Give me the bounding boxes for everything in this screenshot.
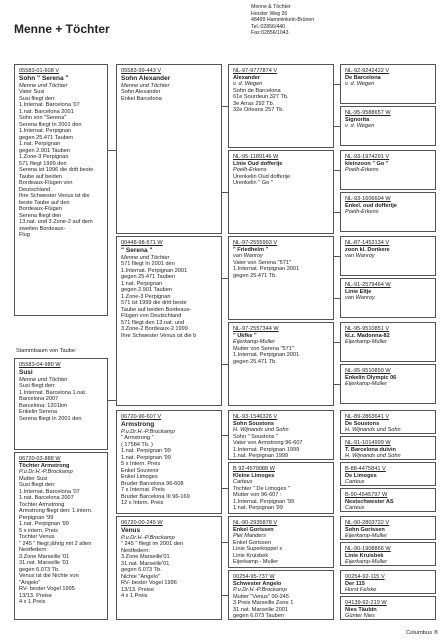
address-line: Horster Weg 26 [251,10,288,17]
pigeon-line: " 245 " fliegt jährig mit 2 alten [19,540,92,547]
pigeon-line: Venus ist die Nichte von [19,573,79,579]
pigeon-line: 7 x Internat. Preis [121,487,165,493]
pigeon-line: 1.Internat. Perpignan 2001 [233,266,300,272]
pigeon-line: Bruder Barcelona III 96-169 [121,493,190,500]
pigeon-line: Carteus [345,505,365,511]
ancestor-box [340,570,436,594]
pigeon-line: " 245 " fliegt im 2001 den [121,541,184,547]
ancestor-box [340,596,436,620]
pigeon-line: 571 fliegt 1999 den [19,160,67,167]
connector-line [334,126,340,127]
pigeon-line: Taube auf beiden [19,173,62,180]
pigeon-line: 1.Internat. Perpignan 1999 [233,446,300,453]
pigeon-line: 00448-98-571 W [121,240,163,246]
connector-line [108,400,116,401]
address-line: Menne & Töchter [251,4,291,10]
pigeon-line: van Wanroy [345,295,375,301]
pigeon-line: gegen 25.471 Tauben [121,274,176,280]
pigeon-line: zoon kl. Donkere [345,246,390,253]
connector-line [334,84,340,85]
pigeon-line: Tochter Armstrong [19,501,65,508]
stammbaum-label: Stammbaum von Taube: [16,348,77,354]
pigeon-line: NL-93-1606694 W [345,196,391,202]
pigeon-line: 04139-92-219 W [345,600,387,606]
great-grandparent-box [228,322,334,406]
pigeon-line: Barcelona 2007 [19,396,59,402]
pigeon-line: 1.Zone-3 Perpignan [19,154,69,160]
pigeon-line: 1.Internat. Barcelona '07 [19,488,80,495]
ancestor-box [340,322,436,362]
pigeon-line: Sohn Alexander [121,89,161,95]
pigeon-line: Menne und Töchter [19,82,68,89]
pigeon-line: T. Barcelona duivin [345,446,396,453]
pigeon-line: 571 fliegt den 13.nat. und [121,319,185,326]
connector-line [334,212,340,213]
pigeon-line: 1.Internat. Perpignan '99 [233,498,295,505]
pigeon-line: Sohn de Barcelona [233,87,281,94]
pigeon-line: 1.Zone-3 Perpignan [121,293,171,300]
pigeon-line: 05583-04-980 W [19,362,61,368]
pigeon-line: Signorita [345,116,370,123]
pigeon-line: Piet Manders [233,533,266,539]
pigeon-line: 1.Internat. Perpignan 2001 [121,267,188,274]
pigeon-line: 1.nat. Perpignan [121,280,163,287]
pigeon-line: 1.nat. Perpignan '99 [121,454,171,461]
pigeon-line: NL-95-9588657 W [345,110,391,116]
pigeon-line: NL-95-9510850 W [345,368,391,374]
pigeon-line: 3.Preis Marseille Zone 1 [233,600,294,606]
pigeon-line: H. Wijnands und Sohn [345,427,401,433]
pigeon-line: Susi fliegt den: [19,95,56,102]
grandparent-box [116,236,222,406]
pigeon-line: Vater von Serena "571" [233,259,291,266]
pigeon-line: Eijerkamp - Muller [233,559,279,565]
pigeon-line: 5 x Intern. Preis [121,461,161,467]
ancestor-box [340,542,436,566]
pigeon-line: 1.nat. Perpignan '99 [121,448,171,454]
grandparent-box [116,64,222,234]
pigeon-line: 05583-01-608 V [19,68,60,74]
pigeon-line: 05583-99-443 V [121,68,162,74]
pigeon-line: Poelh-Erkens [345,209,379,215]
pigeon-line: Serena fliegt In 2001 den [19,121,82,128]
pigeon-line: Mutter von 96-607 : [233,492,282,498]
pigeon-line: Enkel. oud dofferije [345,202,397,209]
pigeon-line: P.u.Dr.H.-P.Brockamp [121,428,175,435]
ancestor-box [340,106,436,146]
pigeon-line: NL-97-2555993 V [233,240,278,246]
address-line: Fax:02856/1043 [251,30,289,37]
pigeon-line: Taube auf beiden Bordeaux- [121,306,192,313]
connector-line [222,542,228,543]
pigeon-line: gegen 6.073 Tb. [19,566,60,573]
pigeon-line: zweiten Bordeaux- [19,225,66,232]
pigeon-line: kl.z. Madonna-82 [345,332,390,339]
pigeon-line: Armstrong [121,420,155,428]
pigeon-line: Ihre Schwester Venus ist die [19,193,90,199]
pigeon-line: B-88-4475841 V [345,466,386,472]
pigeon-line: RV- bester Vogel 1995 [19,586,75,592]
pigeon-line: NL-91-1014999 W [345,440,391,446]
connector-line [334,170,340,171]
pigeon-line: 31.nat. Marseille 2001 [233,606,289,613]
grandparent-box [116,410,222,514]
dam-box [14,358,108,450]
great-grandparent-box [228,570,334,620]
connector-line [222,192,228,193]
pigeon-line: "Angelo" [19,579,41,586]
pigeon-line: Enkel Souvenir [121,467,159,474]
pigeon-line: RV- bester Vogel 1996 [121,580,177,586]
pigeon-line: 06720-03-888 W [19,456,61,462]
pigeon-line: Der 115 [345,580,365,587]
pigeon-line: 1.nat. Barcelona 2001 [19,108,74,115]
pigeon-line: 31.nat. Marseille '01 [19,560,69,566]
pigeon-line: v. d. Wegen [345,81,375,87]
pigeon-line: NL-91-2579464 W [345,282,391,288]
pigeon-line: NL-97-9777874 V [233,68,278,74]
pigeon-line: Enkel Barcelona [121,95,162,102]
great-grandparent-box [228,236,334,320]
pigeon-line: B 92-4579088 W [233,466,275,472]
pigeon-line: 1.nat. Perpignan '99 [19,521,69,527]
pigeon-line: v. d. Wegen [345,123,375,129]
connector-line [334,298,340,299]
pigeon-line: 1.nat. Barcelona 2007 [19,495,74,501]
ancestor-box [340,192,436,232]
pigeon-line: NL-93-1546326 V [233,414,278,420]
ancestor-box [340,64,436,104]
pigeon-line: Enkel Gorissen [233,539,271,546]
great-grandparent-box [228,462,334,514]
pigeon-line: Kleine Limoges [233,472,275,479]
pigeon-line: 06720-96-607 V [121,414,162,420]
connector-line [222,595,228,596]
pigeon-line: v. d. Wegen [233,81,263,87]
subject-box [14,452,108,620]
pigeon-line: Bordeaux-Flügen [19,206,62,212]
pigeon-line: Perpignan '99 [19,514,54,521]
pigeon-line: Vater Susi [19,89,45,95]
ancestor-box [340,278,436,318]
pigeon-line: Venus [121,526,141,534]
ancestor-box [340,150,436,190]
pigeon-line: 1.Internat. Barcelona '07 [19,102,80,108]
pigeon-line: Schwester Angelo [233,580,282,587]
pigeon-line: Enkelin Olympic 06 [345,374,397,381]
columbus-logo: Columbus ® [406,630,438,636]
pigeon-line: gegen 25.471 Tauben [19,134,74,141]
pigeon-line: beste Taube auf den [19,199,70,206]
ancestor-box [340,462,436,486]
pigeon-line: B-90-4545797 W [345,492,388,498]
pigeon-line: van Wanroy [233,253,263,259]
pigeon-line: 4 x 1.Preis [121,593,148,599]
address-line: Tel.:02856/440 [251,23,286,30]
pigeon-line: NL-95-9510851 V [345,326,390,332]
pigeon-line: Serena ist 1996 die dritt beste [19,167,94,173]
pigeon-line: 5 x intern. Preis [19,527,58,534]
connector-line [222,488,228,489]
pigeon-line: Susi fliegt den: [19,482,56,488]
pigeon-line: Menne und Töchter [121,254,170,261]
pigeon-line: Carteus [233,479,253,485]
pigeon-line: Sohn Alexander [121,74,171,82]
pigeon-line: De Limoges [345,472,377,479]
pigeon-line: Vater von Armstrong 96-607 [233,440,303,446]
pigeon-line: Töchter Armstrong [19,462,70,469]
pigeon-line: NL-90-1908866 W [345,546,391,552]
pigeon-line: 13.nat. und 3.Zone-2 auf dem [19,219,93,225]
pigeon-line: Eijerkamp-Muller [345,533,387,539]
pigeon-line: 3.Zone Marseille '01 [19,553,70,560]
pigeon-line: Eijerkamp-Muller [345,559,387,565]
connector-line [108,150,116,151]
pigeon-line: gegen 6.073 Tb. [121,567,162,573]
ancestor-box [340,516,436,540]
great-grandparent-box [228,410,334,460]
pigeon-line: De Soustons [345,420,380,427]
pigeon-line: 31.nat. Marseille'01 [121,560,170,567]
pigeon-line: Sohn Soustons [233,420,275,427]
pigeon-line: Nestfedern: [121,547,150,554]
pigeon-line: Poelh-Erkens [233,167,267,173]
pigeon-line: 32e Orleans 257 Tb. [233,107,284,113]
pigeon-line: " Ukfke " [233,332,257,339]
pigeon-line: Nies Täubin [345,606,377,613]
pigeon-line: H. Wijnands und Sohn [345,453,401,459]
pigeon-line: Flügen von Deutschland [121,313,182,319]
pigeon-line: Sohn Gorissen [345,526,385,533]
pigeon-line: 1.nat. Perpignan '99 [233,505,283,511]
connector-line [222,364,228,365]
pigeon-line: " Friedhelm " [233,246,269,253]
pigeon-line: 1.Internat. Perpignan 2001 [233,352,300,358]
ancestor-box [340,488,436,512]
great-grandparent-box [228,64,334,148]
pigeon-line: Nestschwester AS [345,498,394,505]
pigeon-line: Barcelona: 1201km [19,402,68,409]
great-grandparent-box [228,516,334,568]
pigeon-line: NL-90-2803722 V [345,520,390,526]
breeder-address [251,4,314,37]
ancestor-box [340,436,436,460]
pigeon-line: Horst Felske [345,587,377,593]
pigeon-line: Deutschland [19,186,51,193]
connector-line [334,256,340,257]
pigeon-line: 3.Zone Marseille'01 [121,554,170,560]
pigeon-line: Linie Kruisbek [233,552,269,559]
pigeon-line: kleinzoon " Go " [345,160,389,167]
pigeon-line: 00254-92-115 V [345,574,385,580]
pigeon-line: Enkelin Serena [19,409,57,415]
pigeon-line: Susi [19,368,33,376]
pigeon-line: Eijerkamp-Muller [345,339,387,345]
pigeon-line: NL-87-1453134 V [345,240,390,246]
pigeon-line: NL-95-1189146 W [233,154,279,160]
pigeon-line: van Wanroy [345,253,375,259]
pigeon-line: Mutter Susi [19,475,48,482]
pigeon-line: " Armstrong " [121,435,154,441]
pigeon-line: Enkel Gorissen [233,526,274,533]
pigeon-line: Serena fliegt In 2001 den [19,415,82,422]
pigeon-line: Sohn von "Serena" [19,115,67,121]
connector-line [222,435,228,436]
sire-box [14,64,108,316]
page-title: Menne + Töchter [14,22,110,36]
pigeon-line: P.u.Dr.H.-P.Brockamp [19,469,73,475]
pigeon-line: Mutter "Venus" 00-245 [233,593,289,600]
connector-line [222,106,228,107]
pigeon-line: NL-97-2557344 W [233,326,279,332]
pigeon-line: Linie Kruisbek [345,552,384,559]
grandparent-box [116,516,222,620]
pigeon-line: Carteus [345,479,365,485]
pigeon-line: ( 17584 Tb. ) [121,441,153,448]
pigeon-line: NL-93-1974291 V [345,154,390,160]
pigeon-line: Linie Eltje [345,288,372,295]
ancestor-box [340,364,436,404]
pigeon-line: 3.Zone-2 Bordeaux-2 1999 [121,326,188,332]
pigeon-line: Tochter Venus [19,534,55,540]
pigeon-line: Nichte "Angelo" [121,573,160,580]
pigeon-line: Menne und Töchter [121,82,170,89]
pigeon-line: 571 ist 1999 die dritt beste [121,300,187,306]
address-line: 48499 Hamminkeln-Brünen [251,17,315,24]
ancestor-box [340,236,436,276]
pigeon-line: 1.nat. Perpignan 1999 [233,453,289,459]
pigeon-line: Ihre Schwester Venus ist die b [121,332,197,339]
pigeon-line: 12 x Intern. Preis [121,500,164,506]
pigeon-line: Serena fliegt den [19,212,62,219]
connector-line [334,384,340,385]
pigeon-line: Poelh-Erkens [345,167,379,173]
pigeon-line: 1.Internat. Perpignan [19,128,72,134]
pigeon-line: Urenkelin Oud dofferije [233,173,291,180]
pigeon-line: Linie Oud dofferije [233,160,283,167]
pigeon-line: NL-89-2863641 V [345,414,390,420]
pigeon-line: 13/13. Preise [19,592,52,599]
pigeon-line: 00254-95-737 W [233,574,275,580]
ancestor-box [340,410,436,434]
great-grandparent-box [228,150,334,234]
pigeon-line: 61e Sourdeun 327 Tb. [233,94,289,100]
pigeon-line: Günter Nies [345,613,375,619]
pigeon-line: gegen 6.073 Tauben [233,613,284,619]
pigeon-line: Susi fliegt den: [19,383,56,389]
pigeon-line: gegen 25.471 Tb. [233,272,277,279]
pigeon-line: " Serena " [121,246,153,254]
pigeon-line: Eijerkamp-Muller [345,381,387,387]
pigeon-line: De Barcelona [345,74,381,81]
pigeon-line: gegen 2.901 Tauben [121,287,172,293]
pigeon-line: Alexander [233,74,261,81]
pigeon-line: Sohn " Soustons " [233,433,279,440]
pigeon-line: P.u.Dr.H.-P.Brockamp [233,587,287,593]
pigeon-line: NL-90-2935878 V [233,520,278,526]
pigeon-line: 3e Arras 292 Tb. [233,100,275,107]
pigeon-line: 06720-00-245 W [121,520,163,526]
pigeon-line: Armstrong fliegt den: 1.intern. [19,508,93,514]
pigeon-line: Bruder Barcelona 96-608 [121,480,184,487]
pigeon-line: 571 fliegt In 2001 den [121,261,175,267]
pigeon-line: Nestfedern: [19,547,48,553]
pigeon-line: 1.nat. Perpignan [19,141,61,147]
pigeon-line: P.u.Dr.H.-P.Brockamp [121,534,175,541]
pigeon-line: Linie Superkoppel x [233,546,283,552]
pigeon-line: H. Wijnands und Sohn [233,427,289,433]
pigeon-line: 1.Internat. Barcelona 1.nat. [19,389,87,396]
pigeon-line: Mutter von Serena "571" [233,345,294,352]
pigeon-line: Sohn " Serena " [19,74,69,82]
pigeon-line: NL-92-9242422 V [345,68,390,74]
pigeon-line: 13/13. Preise [121,586,154,593]
pigeon-line: Enkel Limoges [121,474,158,480]
pigeon-line: gegen 25.471 Tb. [233,358,277,365]
pigeon-line: Urenkelin " Go " [233,180,273,186]
pigeon-line: Eijerkamp-Muller [233,339,275,345]
pigeon-line: gegen 2.901 Tauben [19,147,70,154]
pigeon-line: Tochter " De Limoges " [233,485,290,492]
pigeon-line: Menne und Töchter [19,376,68,383]
connector-line [222,278,228,279]
pigeon-line: Bordeaux-Flügen von [19,180,73,186]
pigeon-line: 4 x 1.Preis [19,599,46,605]
pigeon-line: Flug [19,232,30,238]
connector-line [334,342,340,343]
